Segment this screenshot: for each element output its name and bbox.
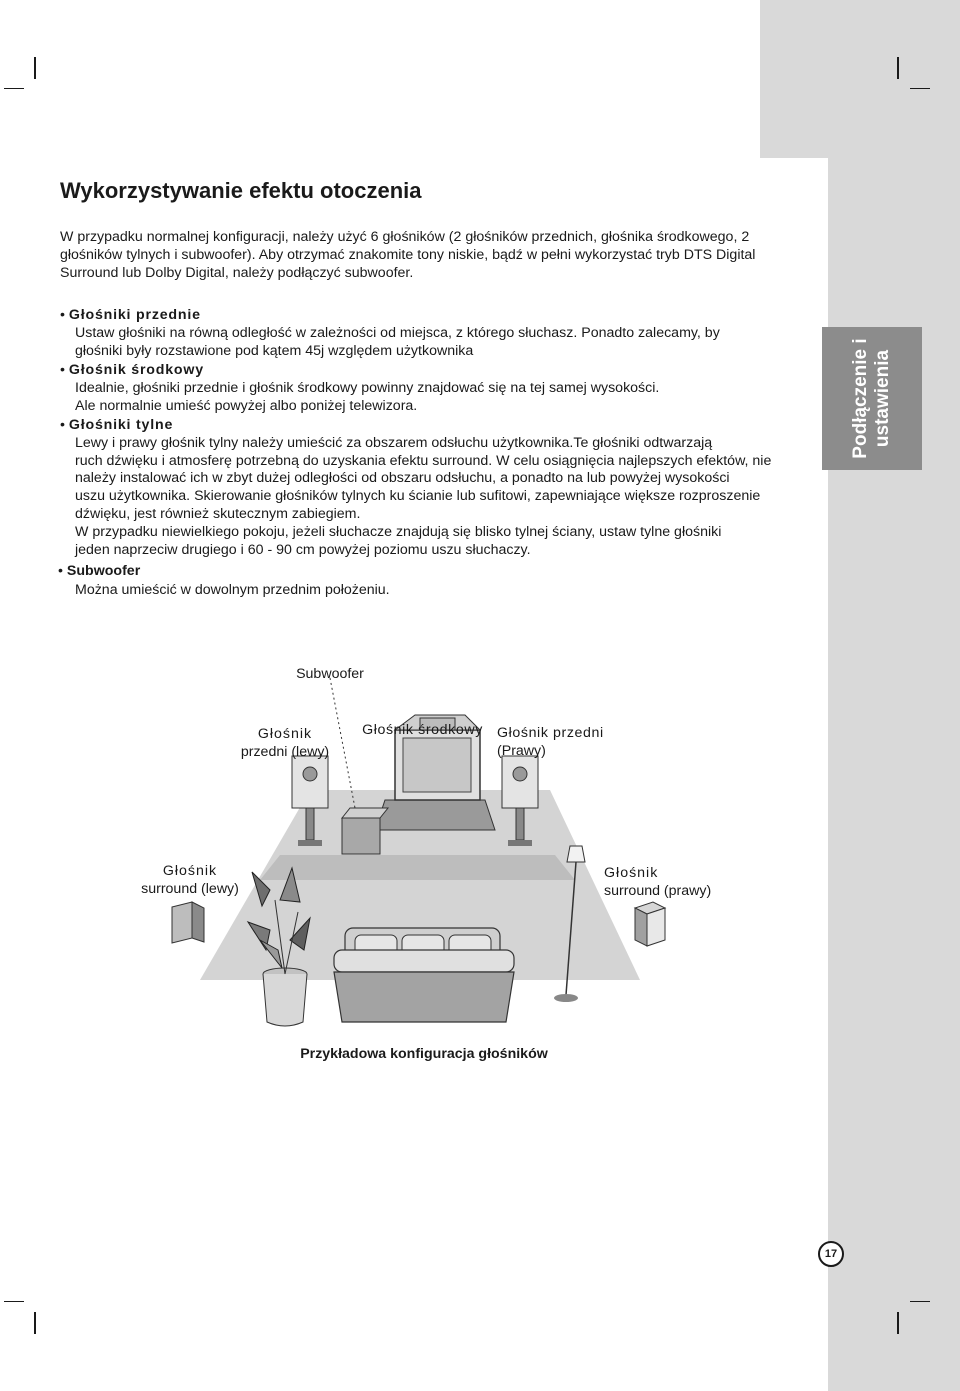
sidebar-top-band: [760, 0, 960, 158]
crop-mark: [910, 88, 930, 89]
label-subwoofer: Subwoofer: [296, 666, 364, 682]
text-line: dźwięku, jest również skutecznym zabiegiem.: [75, 506, 361, 522]
crop-mark: [4, 1301, 24, 1302]
heading-front-speakers: Głośniki przednie: [68, 307, 201, 323]
page-title: Wykorzystywanie efektu otoczenia: [60, 178, 422, 203]
label-front-right-2: (Prawy): [497, 743, 546, 759]
front-left-speaker-icon: [292, 756, 328, 808]
text-line: Lewy i prawy głośnik tylny należy umieścić za obszarem odsłuchu użytkownika.Te głośniki odtwarzają: [75, 435, 713, 451]
bullet-subwoofer: • Subwoofer: [58, 563, 141, 579]
label-surround-left-2: surround (lewy): [141, 881, 239, 897]
text-line: uszu użytkownika. Skierowanie głośników tylnych ku ścianie lub sufitowi, zapewniające większe rozproszenie: [75, 488, 761, 504]
bullet-front-speakers: • Głośniki przednie: [60, 307, 201, 323]
figure-caption: Przykładowa konfiguracja głośników: [300, 1046, 548, 1062]
label-front-left-1: Głośnik: [257, 726, 313, 742]
bullet-rear-speakers: • Głośniki tylne: [60, 417, 174, 433]
tv-stand: [375, 800, 495, 830]
label-front-left-2: przedni (lewy): [240, 744, 330, 760]
crop-mark: [4, 88, 24, 89]
crop-mark: [897, 1312, 899, 1334]
label-surround-left-1: Głośnik: [162, 863, 218, 879]
crop-mark: [910, 1301, 930, 1302]
bullet-center-speaker: • Głośnik środkowy: [60, 362, 204, 378]
text-line: jeden naprzeciw drugiego i 60 - 90 cm powyżej poziomu uszu słuchaczy.: [75, 542, 531, 558]
label-center: Głośnik środkowy: [362, 722, 483, 738]
page-number: 17: [818, 1241, 844, 1267]
section-tab-label: [822, 327, 922, 470]
text-line: Można umieścić w dowolnym przednim położeniu.: [75, 582, 390, 598]
text-line: Ale normalnie umieść powyżej albo poniżej telewizora.: [75, 398, 418, 414]
floor-area: [260, 855, 575, 880]
label-surround-right-2: surround (prawy): [604, 883, 712, 899]
heading-center-speaker: Głośnik środkowy: [68, 362, 204, 378]
surround-left-speaker-icon: [172, 902, 192, 943]
section-tab-line-1: Podłączenie i: [850, 338, 871, 459]
heading-subwoofer: Subwoofer: [66, 563, 141, 579]
text-line: należy instalować ich w zbyt dużej odległości od obszaru odsłuchu, a ponadto na lub powyżej wysokości: [75, 470, 730, 486]
label-front-right-1: Głośnik przedni: [497, 725, 604, 741]
floor-lamp-icon: [567, 846, 585, 862]
section-tab-line-2: ustawienia: [872, 349, 893, 448]
label-surround-right-1: Głośnik: [604, 865, 659, 881]
text-line: głośniki były rozstawione pod kątem 45j względem użytkownika: [75, 343, 474, 359]
text-line: Ustaw głośniki na równą odległość w zależności od miejsca, z którego słuchasz. Ponadto zalecamy, by: [75, 325, 720, 341]
crop-mark: [897, 57, 899, 79]
crop-mark: [34, 57, 36, 79]
heading-rear-speakers: Głośniki tylne: [68, 417, 174, 433]
front-right-speaker-icon: [502, 756, 538, 808]
crop-mark: [34, 1312, 36, 1334]
section-tab: [822, 327, 922, 470]
text-line: ruch dźwięku i atmosferę potrzebną do uzyskania efektu surround. W celu osiągnięcia najlepszych efektów, nie: [75, 453, 772, 469]
room-illustration: [120, 650, 740, 1040]
tv-screen: [403, 738, 471, 792]
text-line: Idealnie, głośniki przednie i głośnik środkowy powinny znajdować się na tej samej wysokości.: [75, 380, 660, 396]
text-line: W przypadku niewielkiego pokoju, jeżeli słuchacze znajdują się blisko tylnej ściany, ustaw tylne głośniki: [75, 524, 722, 540]
subwoofer-icon: [342, 818, 380, 854]
intro-paragraph: W przypadku normalnej konfiguracji, należy użyć 6 głośników (2 głośników przednich, głośnika środkowego, 2 głośników tylnych i subwoofer). Aby otrzymać znakomite tony niskie, bądź w pełni wykorzystać tryb DTS Digital Surround lub Dolby Digital, należy podłączyć subwoofer.: [60, 229, 756, 281]
speaker-layout-figure: [120, 650, 740, 1040]
sofa-icon: [334, 928, 514, 1022]
